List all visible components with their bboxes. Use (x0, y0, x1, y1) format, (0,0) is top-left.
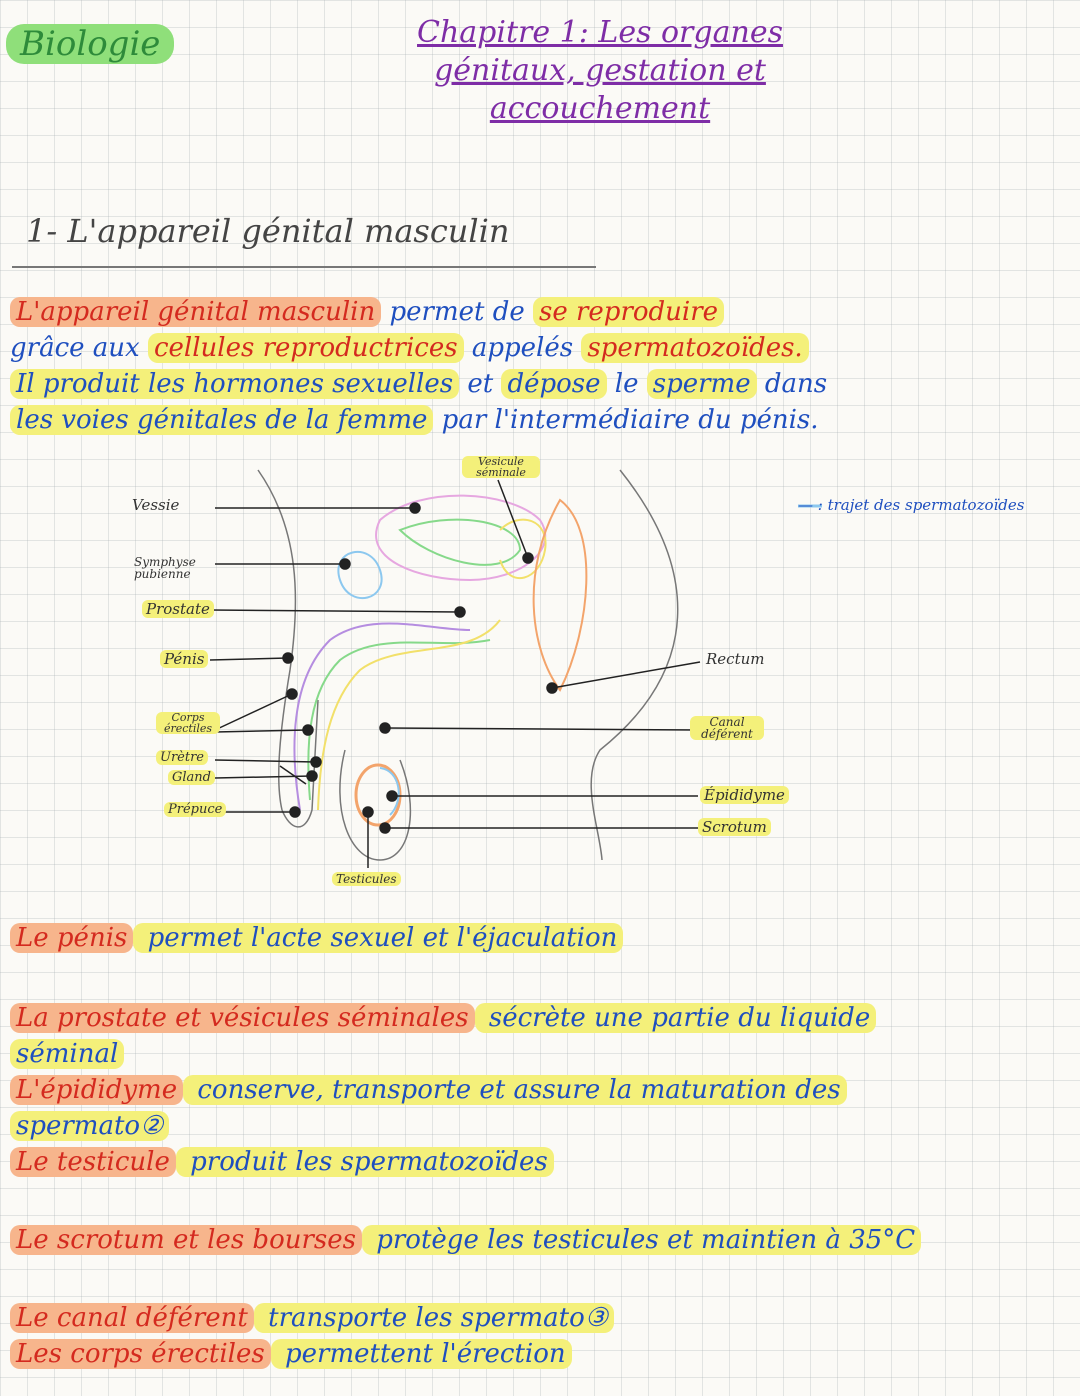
chapter-title (350, 14, 850, 128)
intro-text: par l'intermédiaire du pénis. (433, 405, 819, 435)
chapter-title-line-2: génitaux, gestation et (434, 53, 766, 88)
seminal-vesicle-shape (500, 520, 546, 579)
note-term: Les corps érectiles (10, 1339, 271, 1369)
intro-term-hormones: Il produit les hormones sexuelles (10, 369, 459, 399)
label-scrotum: Scrotum (698, 818, 771, 836)
note-text: spermato② (10, 1111, 169, 1141)
urethra-purple (294, 623, 470, 810)
intro-line-4 (10, 402, 1070, 438)
note-corps (10, 1336, 1070, 1372)
note-term: Le scrotum et les bourses (10, 1225, 362, 1255)
label-penis: Pénis (160, 650, 208, 668)
section-heading: 1- L'appareil génital masculin (26, 212, 510, 250)
body-outline (591, 470, 678, 860)
body-outline (258, 470, 295, 810)
note-term: Le canal déférent (10, 1303, 254, 1333)
label-testicules: Testicules (332, 872, 401, 886)
note-testicule (10, 1144, 1070, 1180)
intro-line-1 (10, 294, 1070, 330)
intro-line-2 (10, 330, 1070, 366)
subject-tag-label: Biologie (6, 24, 174, 64)
intro-term-voies: les voies génitales de la femme (10, 405, 433, 435)
anatomy-diagram (0, 450, 1080, 900)
note-text: sécrète une partie du liquide (475, 1003, 877, 1033)
note-text: protège les testicules et maintien à 35°C (362, 1225, 921, 1255)
note-epididyme (10, 1072, 1070, 1108)
green-duct (400, 520, 520, 565)
leader-lines (210, 480, 700, 868)
intro-text: grâce aux (10, 333, 148, 363)
intro-term-spermatozoides: spermatozoïdes. (581, 333, 808, 363)
vas-deferens-yellow (318, 620, 500, 810)
note-text: permettent l'érection (271, 1339, 572, 1369)
intro-line-3 (10, 366, 1070, 402)
label-vessie: Vessie (132, 496, 180, 514)
notes-block (10, 920, 1070, 1372)
note-prostate-cont (10, 1036, 1070, 1072)
note-term: L'épididyme (10, 1075, 183, 1105)
subject-tag (6, 24, 174, 64)
note-term: La prostate et vésicules séminales (10, 1003, 475, 1033)
intro-term-appareil: L'appareil génital masculin (10, 297, 381, 327)
intro-text: le (606, 369, 647, 399)
intro-text: appelés (463, 333, 582, 363)
label-canal: Canal déférent (690, 716, 764, 740)
note-text: produit les spermatozoïdes (176, 1147, 554, 1177)
diagram-legend: — : trajet des spermatozoïdes (798, 496, 1025, 514)
label-prepuce: Prépuce (164, 802, 226, 817)
note-term: Le testicule (10, 1147, 176, 1177)
intro-term-sperme: sperme (647, 369, 757, 399)
note-text: séminal (10, 1039, 124, 1069)
label-corps: Corps érectiles (156, 712, 220, 734)
intro-paragraph (10, 294, 1070, 438)
label-symphyse: Symphyse pubienne (134, 555, 196, 581)
note-canal (10, 1300, 1070, 1336)
note-penis (10, 920, 1070, 956)
intro-text: permet de (381, 297, 533, 327)
intro-term-cellules: cellules reproductrices (148, 333, 464, 363)
chapter-title-line-1: Chapitre 1: Les organes (417, 15, 783, 50)
intro-term-reproduire: se reproduire (533, 297, 724, 327)
chapter-title-line-3: accouchement (489, 91, 711, 126)
intro-text: et (459, 369, 502, 399)
label-rectum: Rectum (706, 650, 765, 668)
note-prostate (10, 1000, 1070, 1036)
section-heading-underline (12, 266, 596, 268)
intro-term-depose: dépose (501, 369, 606, 399)
note-text: permet l'acte sexuel et l'éjaculation (133, 923, 623, 953)
note-term: Le pénis (10, 923, 133, 953)
label-prostate: Prostate (142, 600, 214, 618)
note-text: transporte les spermato③ (254, 1303, 614, 1333)
label-gland: Gland (168, 770, 215, 785)
label-epididyme: Épididyme (700, 786, 789, 804)
note-text: conserve, transporte et assure la maturation des (183, 1075, 847, 1105)
intro-text: dans (756, 369, 828, 399)
note-scrotum (10, 1222, 1070, 1258)
label-vesicule: Vesicule séminale (462, 456, 540, 478)
urethra-green (308, 640, 490, 800)
note-epididyme-cont (10, 1108, 1070, 1144)
label-uretre: Urètre (156, 750, 208, 765)
